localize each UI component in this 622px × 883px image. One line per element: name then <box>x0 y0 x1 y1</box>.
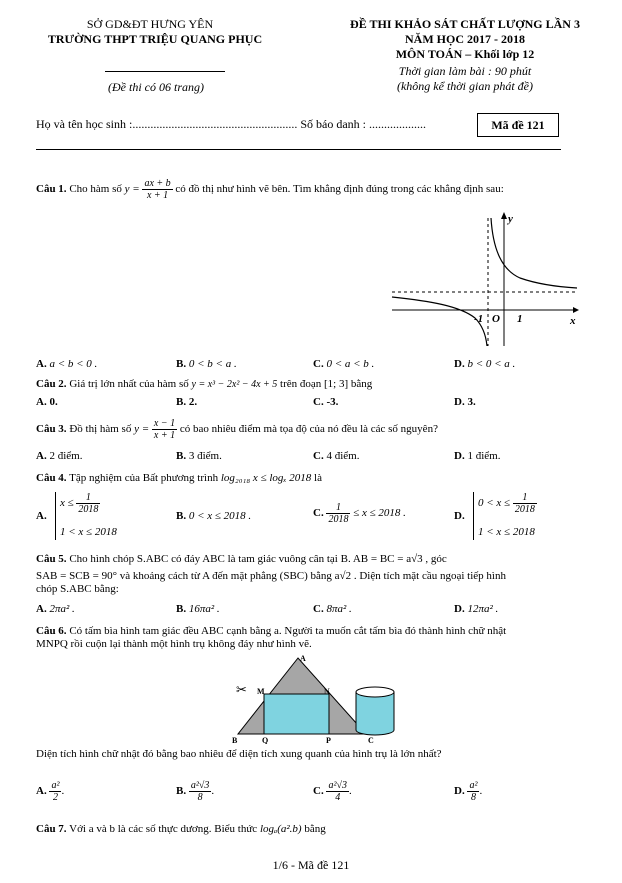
q2-label: Câu 2. <box>36 378 67 390</box>
q6-rectangle-mnpq <box>264 694 329 734</box>
school-year: NĂM HỌC 2017 - 2018 <box>405 32 525 46</box>
q3-answer-d-text: 1 điểm. <box>467 450 501 462</box>
q6-b-num: a²√3 <box>190 780 210 791</box>
q2-answer-b-text: 2. <box>188 396 198 408</box>
q6-label-q: Q <box>262 736 269 744</box>
q6-cylinder-body <box>356 692 394 730</box>
question-7 <box>36 823 326 836</box>
q6-label-b: B <box>232 736 238 744</box>
q6-answer-b-fraction <box>189 780 215 803</box>
student-name-field[interactable]: ....................................................... <box>132 117 298 131</box>
q1-graph-y-label: y <box>508 213 513 225</box>
q6-answer-a-key: A. <box>36 785 47 798</box>
q4-d-top-den: 2018 <box>514 504 535 515</box>
q1-answer-d-text: b < 0 < a . <box>467 358 516 370</box>
q6-answer-d-key: D. <box>454 785 465 798</box>
q1-graph-left-branch <box>392 297 487 346</box>
page-footer: 1/6 - Mã đề 121 <box>272 858 350 872</box>
q5-answer-a-key: A. <box>36 603 47 615</box>
q4-text-b: là <box>314 472 322 484</box>
header-bottom-rule <box>36 149 561 150</box>
q6-line-1: Có tấm bìa hình tam giác đều ABC cạnh bằng a. Người ta muốn cắt tấm bìa đó thành hình chữ nhật <box>69 625 507 637</box>
q3-answer-a-text: 2 điểm. <box>49 450 83 462</box>
q5-answer-c-text: 8πa² . <box>326 603 352 615</box>
q3-text-b: có bao nhiêu điểm mà tọa độ của nó đều là các số nguyên? <box>179 423 438 436</box>
question-1 <box>36 178 504 201</box>
q1-graph <box>390 210 585 350</box>
q4-expr: log₂₀₁₈ x ≤ logₓ 2018 <box>220 472 312 484</box>
q5-answer-c-key: C. <box>313 603 324 615</box>
q6-b-suffix: . <box>211 785 215 798</box>
q4-d-top-fraction <box>513 492 537 515</box>
question-5 <box>36 553 586 596</box>
q4-answer-d-key[interactable]: D. <box>454 510 465 522</box>
q5-answer-d-text: 12πa² . <box>467 603 499 615</box>
q1-graph-y-arrow <box>501 212 507 219</box>
header-left-rule <box>105 71 225 72</box>
q6-answer-a-fraction <box>49 780 61 803</box>
q2-answer-c-key: C. <box>313 396 324 408</box>
student-info-row <box>36 117 426 132</box>
q7-text-b: bằng <box>304 823 326 835</box>
q2-answer-c[interactable] <box>313 396 338 408</box>
q4-answer-a-bracket <box>55 492 56 540</box>
q1-func-lhs: y = <box>124 183 140 196</box>
q6-answer-d-fraction <box>467 780 479 803</box>
question-6 <box>36 625 596 651</box>
q4-answer-a-top <box>60 492 100 515</box>
q2-answer-a-text: 0. <box>49 396 58 408</box>
q4-answer-a-key[interactable]: A. <box>36 510 47 522</box>
q3-answer-d-key: D. <box>454 450 465 462</box>
q7-text-a: Với a và b là các số thực dương. Biểu thức <box>69 823 258 835</box>
q2-text-a: Giá trị lớn nhất của hàm số <box>69 378 189 390</box>
q5-answer-d[interactable] <box>454 603 498 615</box>
q1-answer-c-text: 0 < a < b . <box>326 358 375 370</box>
q6-c-suffix: . <box>348 785 352 798</box>
q3-answer-b[interactable] <box>176 450 222 462</box>
question-4 <box>36 472 322 485</box>
q4-answer-d-bottom: 1 < x ≤ 2018 <box>478 526 535 538</box>
q4-answer-b[interactable] <box>176 510 251 522</box>
page-count-note: (Đề thi có 06 trang) <box>108 80 204 94</box>
q2-answer-b[interactable] <box>176 396 197 408</box>
q5-answer-c[interactable] <box>313 603 352 615</box>
q3-text-a: Đồ thị hàm số <box>69 423 132 436</box>
school-name: TRƯỜNG THPT TRIỆU QUANG PHỤC <box>47 32 263 46</box>
q4-c-fraction <box>326 502 350 525</box>
q6-line-2: MNPQ rồi cuộn lại thành một hình trụ không đáy như hình vẽ. <box>36 638 312 650</box>
question-2 <box>36 378 372 391</box>
q6-label-m: M <box>257 687 265 696</box>
q4-a-top-fraction <box>76 492 100 515</box>
q5-answer-d-key: D. <box>454 603 465 615</box>
q4-a-top-lhs: x ≤ <box>60 497 74 510</box>
q6-answer-c[interactable] <box>313 780 352 803</box>
q4-answer-b-key: B. <box>176 510 187 522</box>
q2-answer-b-key: B. <box>176 396 187 408</box>
q7-label: Câu 7. <box>36 823 67 835</box>
q6-label-c: C <box>368 736 374 744</box>
q6-figure <box>228 652 408 744</box>
q4-answer-b-text: 0 < x ≤ 2018 . <box>188 510 252 522</box>
q2-answer-d-key: D. <box>454 396 465 408</box>
q3-answer-c-text: 4 điểm. <box>326 450 360 462</box>
q3-label: Câu 3. <box>36 423 67 436</box>
q4-c-rest: ≤ x ≤ 2018 . <box>353 507 406 520</box>
q5-answer-b-text: 16πa² . <box>188 603 220 615</box>
q6-label: Câu 6. <box>36 625 67 637</box>
q1-answer-c[interactable] <box>313 358 374 370</box>
q5-answer-a-text: 2πa² . <box>49 603 75 615</box>
q2-text-b: trên đoạn [1; 3] bằng <box>280 378 373 390</box>
q3-fraction <box>152 418 177 441</box>
q4-a-top-den: 2018 <box>78 504 99 515</box>
exam-title: ĐỀ THI KHẢO SÁT CHẤT LƯỢNG LẦN 3 <box>350 17 580 31</box>
q6-answer-c-fraction <box>326 780 349 803</box>
q5-answer-b[interactable] <box>176 603 220 615</box>
q4-answer-a-bottom: 1 < x ≤ 2018 <box>60 526 117 538</box>
q6-b-den: 8 <box>197 792 203 803</box>
time-limit: Thời gian làm bài : 90 phút <box>398 64 532 78</box>
q5-line-1: Cho hình chóp S.ABC có đáy ABC là tam giác vuông cân tại B. AB = BC = a√3 , góc <box>69 553 447 565</box>
q4-answer-d-bracket <box>473 492 474 540</box>
q3-answer-a[interactable] <box>36 450 82 462</box>
q4-c-num: 1 <box>326 502 350 514</box>
exam-code-box: Mã đề 121 <box>477 113 559 137</box>
q6-a-den: 2 <box>52 792 58 803</box>
q4-answer-c[interactable] <box>313 502 406 525</box>
q4-label: Câu 4. <box>36 472 67 484</box>
q4-d-top-num: 1 <box>513 492 537 504</box>
q1-graph-neg-one-label: -1 <box>474 313 484 325</box>
question-3 <box>36 418 438 441</box>
q6-label-p: P <box>326 736 331 744</box>
q1-answer-a[interactable] <box>36 358 97 370</box>
q3-answer-b-text: 3 điểm. <box>188 450 222 462</box>
q3-answer-c[interactable] <box>313 450 359 462</box>
q3-answer-d[interactable] <box>454 450 500 462</box>
q6-label-n: N <box>324 687 330 696</box>
q2-answer-d-text: 3. <box>467 396 476 408</box>
q6-answer-b-key: B. <box>176 785 187 798</box>
q6-scissors-icon: ✂ <box>236 683 247 698</box>
q4-d-top-lhs: 0 < x ≤ <box>478 497 511 510</box>
q1-num: ax + b <box>144 178 171 189</box>
q5-label: Câu 5. <box>36 553 67 565</box>
q6-d-den: 8 <box>470 792 476 803</box>
q6-answer-b[interactable] <box>176 780 214 803</box>
q4-c-den: 2018 <box>328 514 349 525</box>
q1-text-a: Cho hàm số <box>69 183 122 196</box>
q6-c-den: 4 <box>335 792 341 803</box>
school-department: SỞ GD&ĐT HƯNG YÊN <box>86 17 214 31</box>
q3-num: x − 1 <box>153 418 176 429</box>
subject: MÔN TOÁN – Khối lớp 12 <box>395 47 535 61</box>
q3-den: x + 1 <box>153 430 176 441</box>
student-id-label: Số báo danh : <box>300 117 366 131</box>
q1-answer-d-key: D. <box>454 358 465 370</box>
q5-line-2: SAB = SCB = 90° và khoảng cách từ A đến mặt phẳng (SBC) bằng a√2 . Diện tích mặt cầu ngoại tiếp hình <box>36 570 506 582</box>
q1-answer-b[interactable] <box>176 358 237 370</box>
q6-a-suffix: . <box>61 785 65 798</box>
q6-c-num: a²√3 <box>328 780 347 791</box>
q5-line-3: chóp S.ABC bằng: <box>36 583 119 595</box>
q1-answer-a-text: a < b < 0 . <box>49 358 98 370</box>
q3-answer-a-key: A. <box>36 450 47 462</box>
q3-answer-c-key: C. <box>313 450 324 462</box>
q1-answer-d[interactable] <box>454 358 515 370</box>
q6-d-num: a² <box>469 780 478 791</box>
q6-answer-a[interactable] <box>36 780 64 803</box>
q6-answer-c-key: C. <box>313 785 324 798</box>
q1-answer-b-key: B. <box>176 358 187 370</box>
q1-answer-b-text: 0 < b < a . <box>188 358 237 370</box>
q7-expr: logₐ(a².b) <box>259 823 302 835</box>
student-id-field[interactable]: ................... <box>369 117 426 131</box>
q1-graph-one-label: 1 <box>517 313 523 325</box>
q2-answer-c-text: -3. <box>326 396 339 408</box>
q3-answer-b-key: B. <box>176 450 187 462</box>
q3-func-lhs: y = <box>134 423 150 436</box>
q1-label: Câu 1. <box>36 183 67 196</box>
q2-answer-d[interactable] <box>454 396 476 408</box>
q6-d-suffix: . <box>479 785 483 798</box>
q1-den: x + 1 <box>146 190 169 201</box>
q6-cylinder-top <box>356 687 394 697</box>
q1-answer-a-key: A. <box>36 358 47 370</box>
q1-fraction <box>142 178 172 201</box>
student-name-label: Họ và tên học sinh : <box>36 117 133 131</box>
q6-label-a: A <box>300 654 306 663</box>
q6-answer-d[interactable] <box>454 780 482 803</box>
q6-a-num: a² <box>51 780 60 791</box>
q1-graph-origin-label: O <box>492 313 500 325</box>
q2-answer-a-key: A. <box>36 396 47 408</box>
q2-answer-a[interactable] <box>36 396 58 408</box>
q1-answer-c-key: C. <box>313 358 324 370</box>
q1-graph-x-label: x <box>570 315 576 327</box>
q4-answer-c-key: C. <box>313 507 324 520</box>
q1-graph-x-arrow <box>573 307 579 313</box>
q4-answer-d-top <box>478 492 537 515</box>
q5-answer-b-key: B. <box>176 603 187 615</box>
q1-text-b: có đồ thị như hình vẽ bên. Tìm khẳng định đúng trong các khẳng định sau: <box>175 183 504 196</box>
q5-answer-a[interactable] <box>36 603 75 615</box>
q2-func: y = x³ − 2x² − 4x + 5 <box>191 379 278 390</box>
q4-text-a: Tập nghiệm của Bất phương trình <box>69 472 219 484</box>
time-note: (không kể thời gian phát đề) <box>396 79 534 93</box>
q4-a-top-num: 1 <box>76 492 100 504</box>
q6-question: Diện tích hình chữ nhật đó bằng bao nhiêu để diện tích xung quanh của hình trụ là lớn nhất? <box>36 748 442 760</box>
